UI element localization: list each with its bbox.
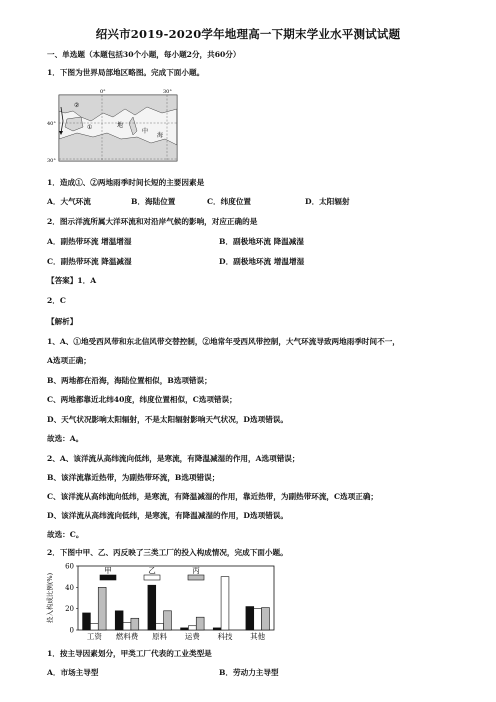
q1-option-b[interactable]: B．海陆位置 xyxy=(131,197,176,206)
answer-label: 【答案】1．A xyxy=(47,276,97,285)
bar-丙-工资 xyxy=(98,587,106,630)
y-tick-label: 40 xyxy=(65,583,74,592)
answer-2: 2．C xyxy=(47,296,66,305)
legend-swatch-丙 xyxy=(188,575,204,580)
section-heading: 一、单选题（本题包括30个小题，每小题2分，共60分） xyxy=(47,50,241,59)
q3-option-b[interactable]: B．劳动力主导型 xyxy=(219,668,279,677)
question-intro-2: 2．下图中甲、乙、丙反映了三类工厂的投入构成情况，完成下面小题。 xyxy=(47,548,288,557)
map-label-2: ② xyxy=(74,102,80,109)
explain-line: 故选：A。 xyxy=(47,434,84,443)
q1-option-c[interactable]: C．纬度位置 xyxy=(207,197,252,206)
q2-option-d[interactable]: D．副极地环流 增温增湿 xyxy=(219,257,305,266)
explain-line: B、两地都在沿海，海陆位置相似，B选项错误； xyxy=(47,376,212,385)
bar-乙-原料 xyxy=(156,624,164,630)
q3-option-a[interactable]: A．市场主导型 xyxy=(47,668,99,677)
region-map xyxy=(47,87,179,165)
x-category-label: 其他 xyxy=(250,632,266,641)
explain-line: A选项正确； xyxy=(47,356,91,365)
q2-option-a[interactable]: A．副热带环流 增温增湿 xyxy=(47,237,132,246)
explain-line: D、天气状况影响太阳辐射，不是太阳辐射影响天气状况，D选项错误。 xyxy=(47,415,288,424)
bar-甲-工资 xyxy=(83,613,91,630)
explain-line: D、该洋流从高纬流向低纬，是寒流，有降温减湿的作用，D选项错误。 xyxy=(47,511,288,520)
y-axis-label: 投入构成比例(%) xyxy=(46,572,54,624)
y-tick-label: 60 xyxy=(65,562,74,571)
q1-option-d[interactable]: D．太阳辐射 xyxy=(305,197,350,206)
analysis-label: 【解析】 xyxy=(47,317,78,326)
legend-swatch-甲 xyxy=(100,575,116,580)
legend-label-丙: 丙 xyxy=(192,566,200,575)
x-category-label: 科技 xyxy=(217,632,233,641)
q1-option-a[interactable]: A．大气环流 xyxy=(47,197,91,206)
legend-swatch-乙 xyxy=(144,575,160,580)
bar-甲-其他 xyxy=(246,607,254,630)
q2-stem: 2．图示洋流所属大洋环流和对沿岸气候的影响，对应正确的是 xyxy=(47,217,258,226)
q1-options xyxy=(47,197,467,207)
investment-bar-chart xyxy=(44,560,284,642)
x-category-label: 燃料费 xyxy=(115,632,139,641)
q3-stem: 1．按主导因素划分，甲类工厂代表的工业类型是 xyxy=(47,649,212,658)
q1-stem: 1．造成①、②两地雨季时间长短的主要因素是 xyxy=(47,178,205,187)
bar-丙-其他 xyxy=(262,608,270,630)
question-intro-1: 1．下图为世界局部地区略图。完成下面小题。 xyxy=(47,68,205,77)
bar-甲-燃料费 xyxy=(115,611,123,630)
bar-乙-其他 xyxy=(254,609,262,630)
bar-乙-科技 xyxy=(221,577,229,630)
bar-甲-科技 xyxy=(213,628,221,630)
lat-label-30: 30° xyxy=(47,158,56,164)
explain-line: 1、A、①地受西风带和东北信风带交替控制，②地常年受西风带控制，大气环流导致两地雨季时间不一， xyxy=(47,337,400,346)
explain-line: 2、A、该洋流从高纬流向低纬，是寒流，有降温减湿的作用，A选项错误； xyxy=(47,454,300,463)
explain-line: B、该洋流靠近热带，为副热带环流，B选项错误； xyxy=(47,473,220,482)
explain-line: C、该洋流从高纬流向低纬，是寒流，有降温减湿的作用，靠近热带，为副热带环流，C选项正确； xyxy=(47,492,379,501)
x-category-label: 工资 xyxy=(86,632,102,641)
lon-label-30: 30° xyxy=(163,89,172,95)
explain-line: 故选：C。 xyxy=(47,530,84,539)
legend-label-乙: 乙 xyxy=(148,566,156,575)
q2-options-row2 xyxy=(47,257,467,267)
bar-丙-运费 xyxy=(196,617,204,630)
bar-丙-燃料费 xyxy=(131,618,139,630)
bar-甲-运费 xyxy=(181,628,189,630)
q2-options-row1 xyxy=(47,237,467,247)
map-sea-label-1: 地 xyxy=(117,122,124,129)
lon-label-0: 0° xyxy=(100,89,106,95)
y-tick-label: 20 xyxy=(65,605,74,614)
lat-label-40: 40° xyxy=(47,121,56,127)
bar-甲-原料 xyxy=(148,585,156,630)
y-tick-label: 0 xyxy=(69,626,74,635)
q3-options xyxy=(47,668,467,678)
map-sea-label-2: 中 xyxy=(142,128,149,135)
page-title: 绍兴市2019-2020学年地理高一下期末学业水平测试试题 xyxy=(95,27,401,41)
map-sea-label-3: 海 xyxy=(157,132,164,139)
x-category-label: 原料 xyxy=(152,632,168,641)
bar-乙-燃料费 xyxy=(123,623,131,630)
explain-line: C、两地都靠近北纬40度，纬度位置相似，C选项错误； xyxy=(47,395,237,404)
bar-乙-运费 xyxy=(188,626,196,630)
bar-乙-工资 xyxy=(90,624,98,630)
bar-丙-原料 xyxy=(164,611,172,630)
legend-label-甲: 甲 xyxy=(104,566,112,575)
x-category-label: 运费 xyxy=(184,632,200,641)
map-label-1: ① xyxy=(87,124,93,131)
q2-option-b[interactable]: B．副极地环流 降温减湿 xyxy=(219,237,304,246)
q2-option-c[interactable]: C．副热带环流 降温减湿 xyxy=(47,257,132,266)
